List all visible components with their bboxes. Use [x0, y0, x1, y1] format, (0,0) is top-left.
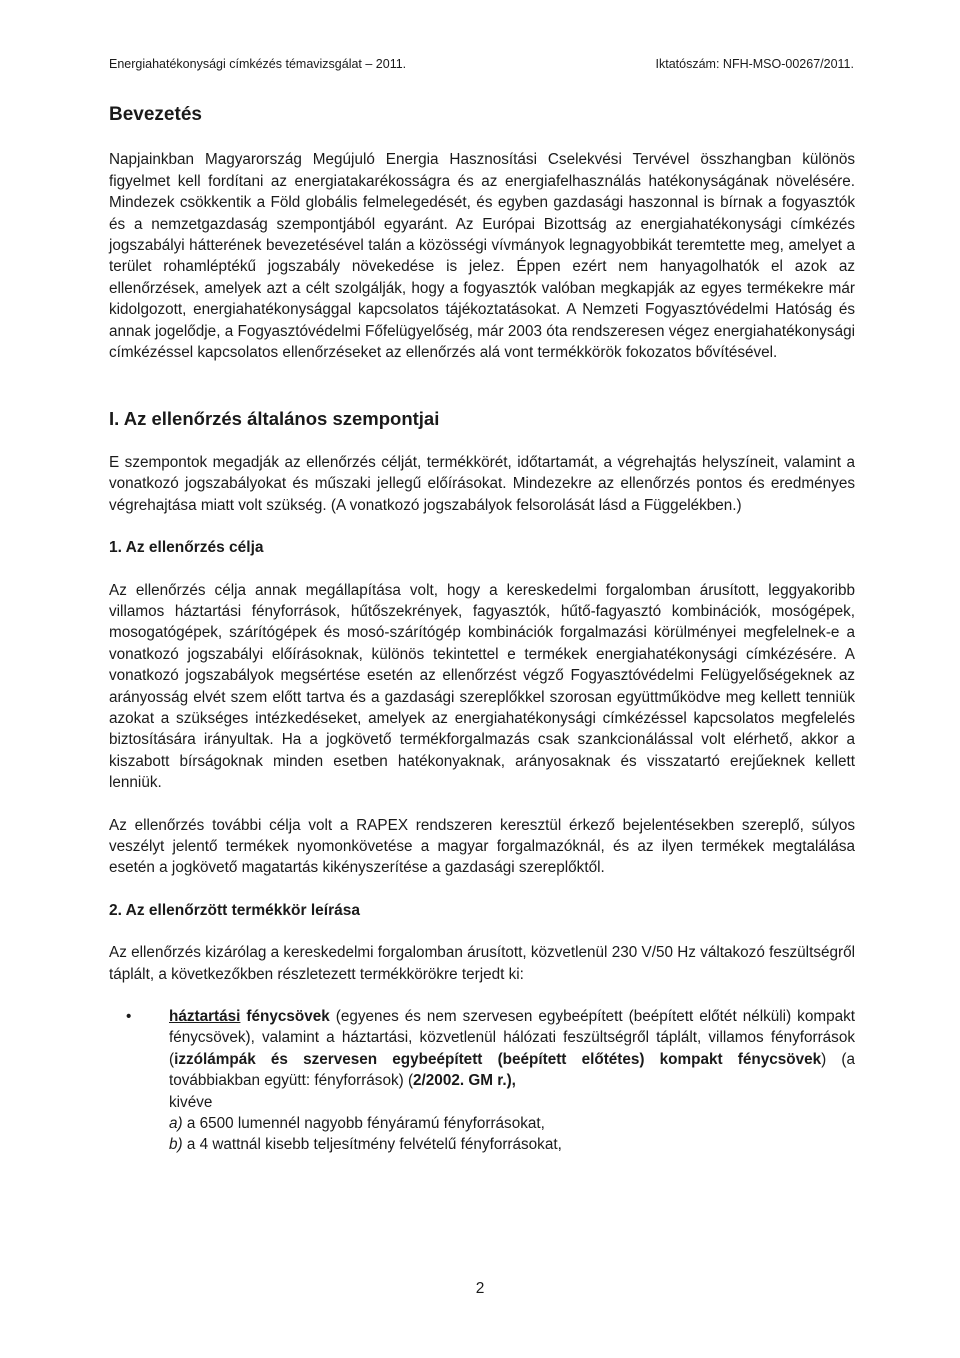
bullet-item-b-label: b) — [169, 1136, 183, 1154]
bullet-list-item — [109, 1006, 855, 1156]
bullet-bold-text: izzólámpák és szervesen egybeépített (beépített előtétes) kompakt fénycsövek — [174, 1050, 822, 1068]
intro-heading: Bevezetés — [109, 104, 202, 125]
bullet-item-a-text: a 6500 lumennél nagyobb fényáramú fényforrásokat, — [182, 1115, 545, 1133]
subsection-1-paragraph-1: Az ellenőrzés célja annak megállapítása volt, hogy a kereskedelmi forgalomban árusított, leggyakoribb villamos háztartási fényforrások, hűtőszekrények, fagyasztók, hűtő-fagyasztó kombinációk, mosógépek, mosogatógépek, szárítógépek és mosó-szárítógép kombinációk forgalmazási körülményei megfelelnek-e a vonatkozó jogszabályi előírásoknak, különös tekintettel e termékek energiahatékonysági címkézésére. A vonatkozó jogszabályok megsértése esetén az ellenőrzést végző Fogyasztóvédelmi Felügyelőségeknek az arányosság elvét szem előtt tartva és a gazdasági szereplőkkel szorosan együttműködve meg kellett tenniük azokat a szükséges intézkedéseket, amelyek az energiahatékonysági címkézéssel kapcsolatos megfelelés biztosítására irányultak. Ha a jogkövető termékforgalmazás csak szankcionálással volt elérhető, akkor a kiszabott bírságoknak minden esetben hatékonyaknak, arányosaknak és visszatartó erejűeknek kellett lenniük. — [109, 581, 855, 792]
bullet-item-a — [169, 1113, 855, 1134]
document-body — [109, 100, 855, 1156]
subsection-1-paragraph-2: Az ellenőrzés további célja volt a RAPEX rendszeren keresztül érkező bejelentésekben szereplő, súlyos veszélyt jelentő termékek nyomonkövetése a magyar forgalmazóknál, és az ilyen termékek megtalálása esetén a jogkövető magatartás kikényszerítése a gazdasági szereplőktől. — [109, 816, 855, 877]
bullet-text-part-2: ) (a továbbiakban együtt: fényforrások) ( — [169, 1050, 855, 1090]
page-number: 2 — [475, 1280, 485, 1297]
section-1-heading: I. Az ellenőrzés általános szempontjai — [109, 408, 440, 430]
bullet-text-part-1: (egyenes és nem szervesen egybeépített (beépített előtét nélküli) kompakt fénycsövek), valamint a háztartási, közvetlenül hálózati feszültségről táplált, villamos fényforrások ( — [169, 1008, 855, 1068]
bullet-legal-reference: 2/2002. GM r.), — [413, 1072, 516, 1090]
bullet-bold-term: fénycsövek — [240, 1008, 330, 1025]
bullet-item-b-text: a 4 wattnál kisebb teljesítmény felvételű fényforrásokat, — [182, 1136, 562, 1154]
bullet-item-a-label: a) — [169, 1115, 183, 1133]
subsection-2-heading: 2. Az ellenőrzött termékkör leírása — [109, 901, 360, 919]
bullet-icon: • — [126, 1008, 132, 1025]
intro-paragraph: Napjainkban Magyarország Megújuló Energia Hasznosítási Cselekvési Tervével összhangban különös figyelmet kell fordítani az energiatakarékosságra és az energiafelhasználás hatékonyságának növelésére. Mindezek csökkentik a Föld globális felmelegedését, és egyben gazdasági haszonnal is bírnak a fogyasztók és a nemzetgazdaság szempontjából egyaránt. Az Európai Bizottság az energiahatékonysági címkézés jogszabályi hátterének bevezetésével talán a közösségi vívmányok legnagyobbikát teremtette meg, amelyet a terület rohamléptékű jogszabály növekedése is jelez. Éppen ezért nem hanyagolhatók el azok az ellenőrzések, amelyek azt a célt szolgálják, hogy a fogyasztók valóban megkapják az egyes termékekre már kidolgozott, energiahatékonysággal kapcsolatos tájékoztatásokat. A Nemzeti Fogyasztóvédelmi Hatóság és annak jogelődje, a Fogyasztóvédelmi Főfelügyelőség, már 2003 óta rendszeresen végez energiahatékonysági címkézéssel kapcsolatos ellenőrzéseket az ellenőrzés alá vont termékkörök fokozatos bővítésével. — [109, 151, 855, 362]
subsection-1-heading: 1. Az ellenőrzés célja — [109, 539, 264, 557]
bullet-item-b — [169, 1134, 855, 1155]
bullet-underlined-term: háztartási — [169, 1008, 241, 1025]
section-1-paragraph: E szempontok megadják az ellenőrzés célját, termékkörét, időtartamát, a végrehajtás helyszíneit, valamint a vonatkozó jogszabályokat és műszaki jellegű előírásokat. Mindezekre az ellenőrzés pontos és eredményes végrehajtása miatt volt szükség. (A vonatkozó jogszabályok felsorolását lásd a Függelékben.) — [109, 453, 855, 514]
bullet-text — [169, 1006, 855, 1092]
header-reference-number: Iktatószám: NFH-MSO-00267/2011. — [655, 57, 854, 71]
subsection-2-paragraph: Az ellenőrzés kizárólag a kereskedelmi forgalomban árusított, közvetlenül 230 V/50 Hz váltakozó feszültségről táplált, a következőkben részletezett termékkörökre terjedt ki: — [109, 944, 855, 983]
header-title: Energiahatékonysági címkézés témavizsgálat – 2011. — [109, 57, 407, 71]
bullet-except-label: kivéve — [169, 1093, 213, 1111]
